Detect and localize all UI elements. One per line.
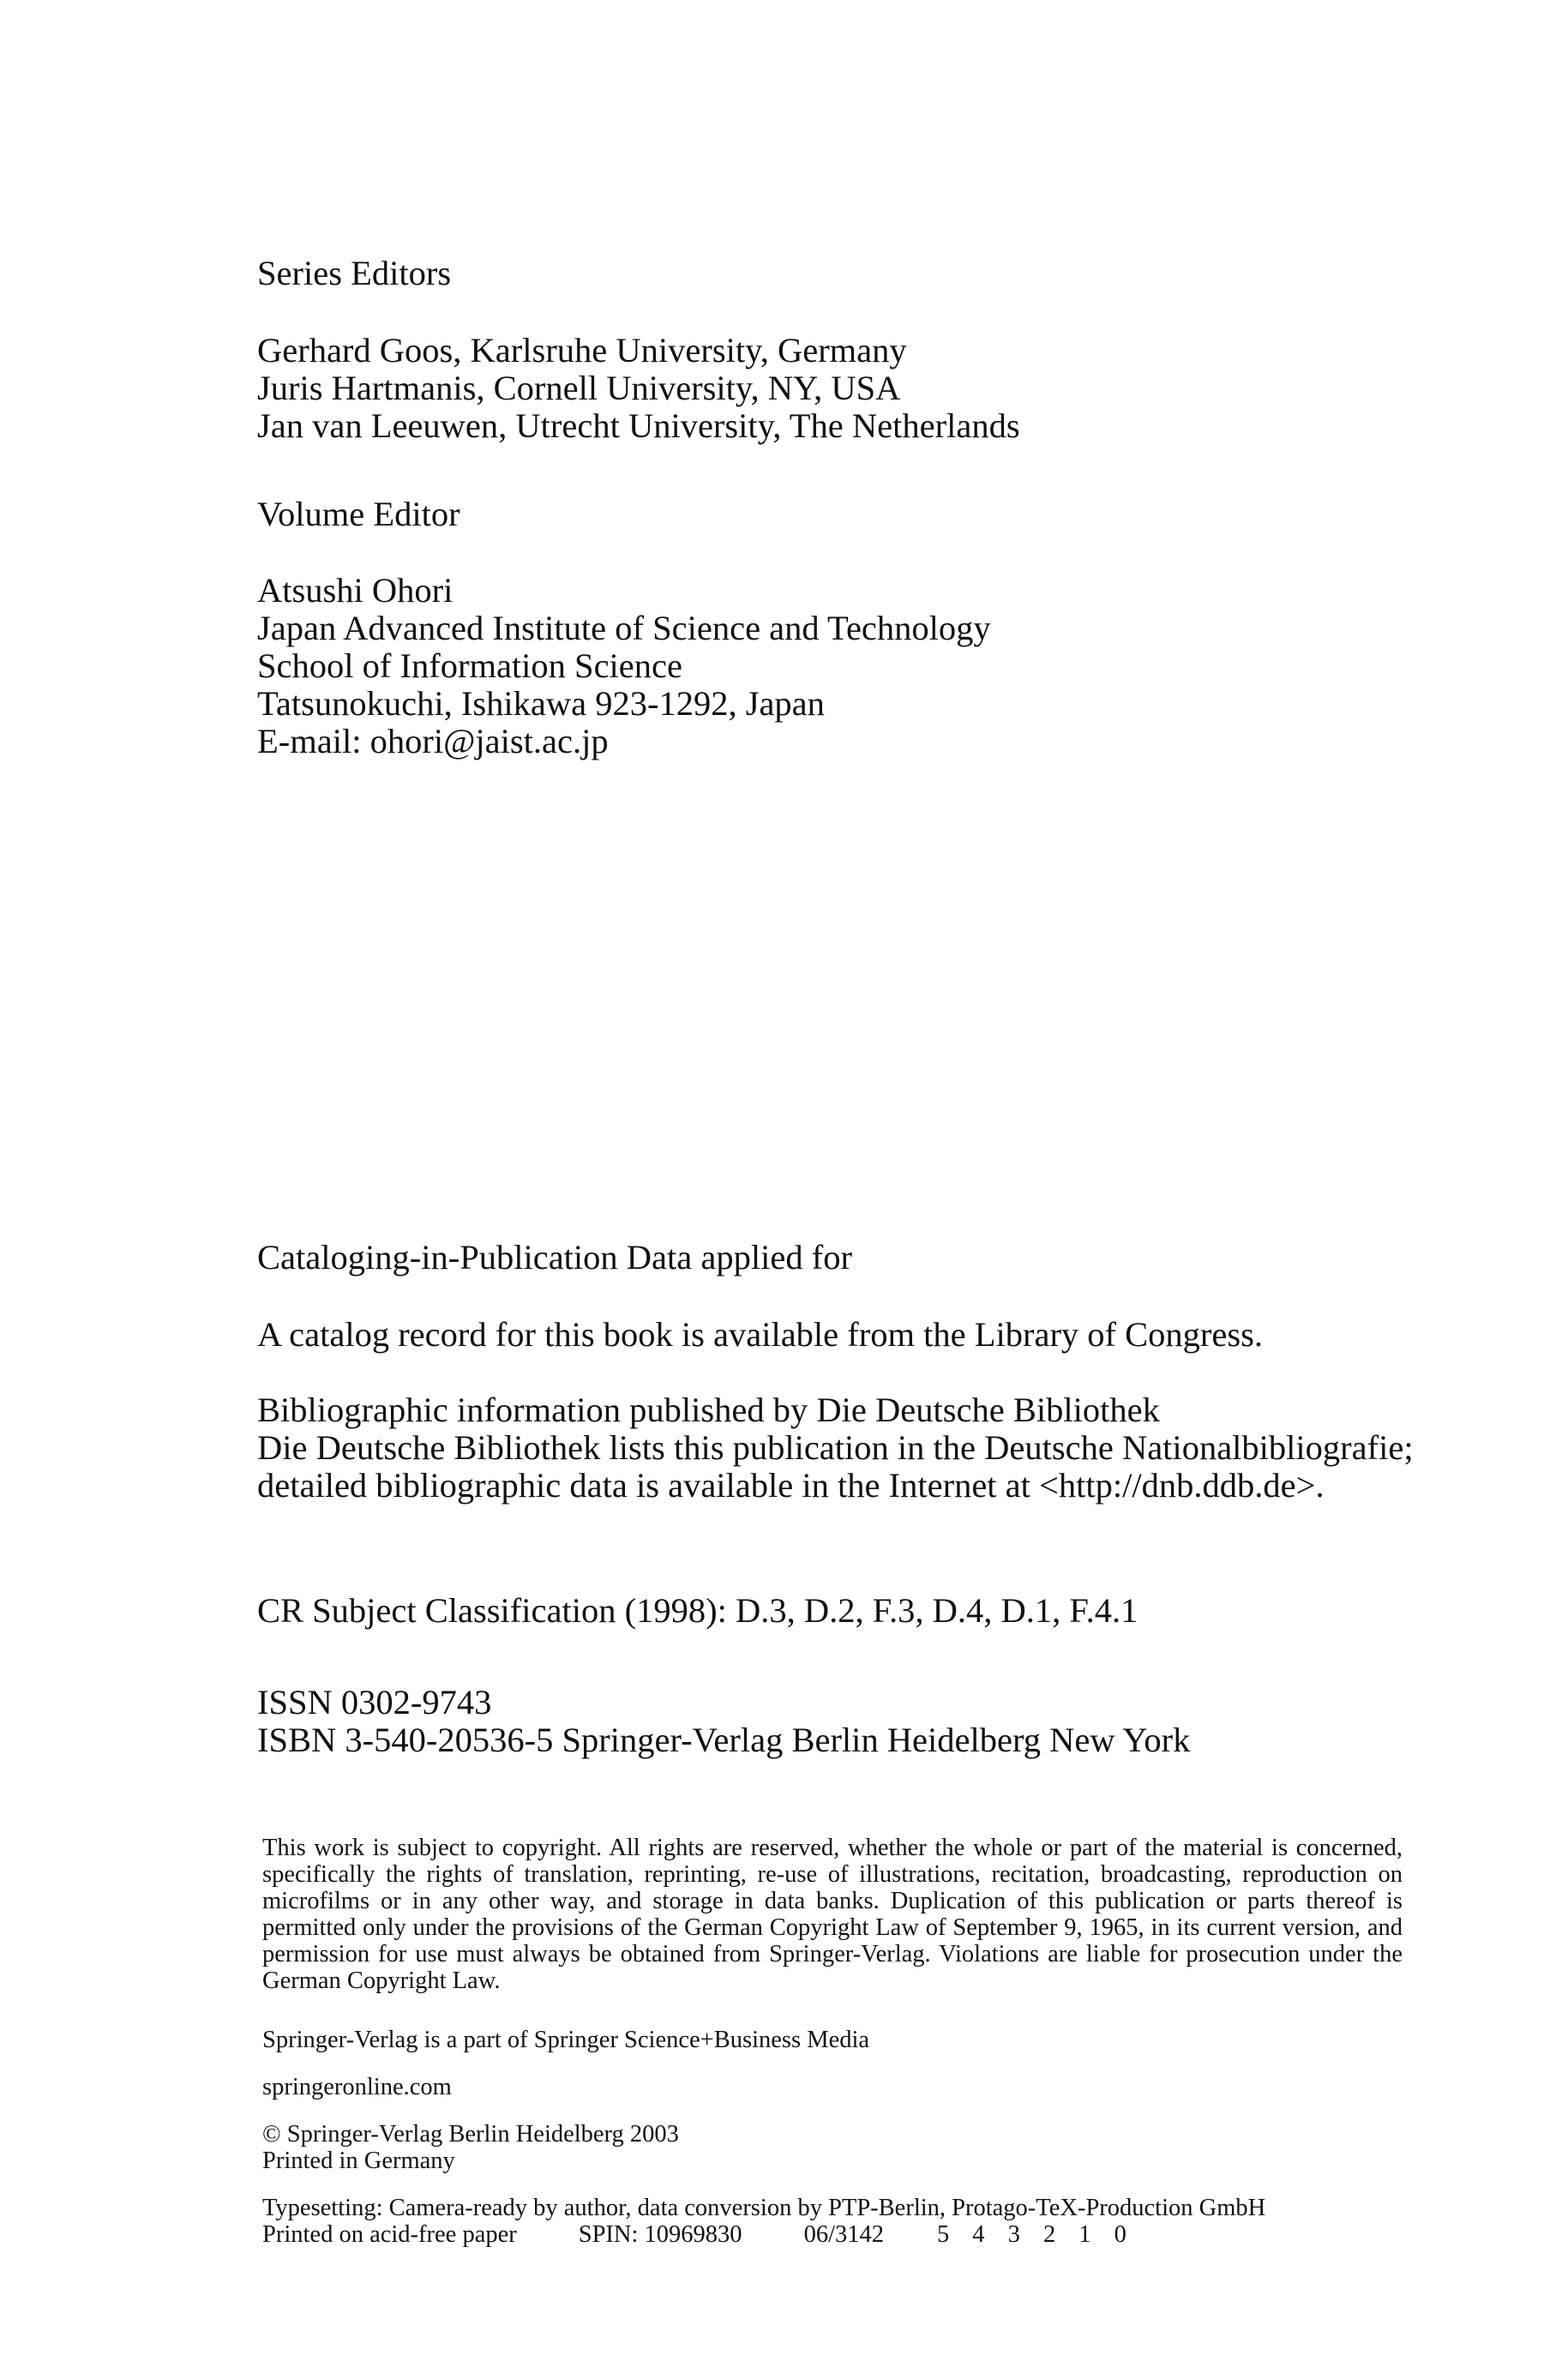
copyright-block	[262, 2121, 679, 2174]
isbn: ISBN 3-540-20536-5 Springer-Verlag Berlin Heidelberg New York	[257, 1721, 1191, 1759]
address-line: Japan Advanced Institute of Science and Technology	[257, 609, 991, 647]
address-line: School of Information Science	[257, 646, 682, 685]
volume-editor-heading: Volume Editor	[257, 495, 460, 533]
identifiers	[257, 1684, 1190, 1759]
spin-number: SPIN: 10969830	[578, 2221, 742, 2248]
dnb-line: Bibliographic information published by Die Deutsche Bibliothek	[257, 1391, 1160, 1429]
printing-sequence: 5 4 3 2 1 0	[936, 2221, 1135, 2248]
issn: ISSN 0302-9743	[257, 1683, 492, 1721]
dnb-line: Die Deutsche Bibliothek lists this publication in the Deutsche Nationalbibliografie;	[257, 1428, 1414, 1467]
copyright-notice: © Springer-Verlag Berlin Heidelberg 2003	[262, 2121, 679, 2148]
volume-editor-name: Atsushi Ohori	[257, 571, 454, 610]
dnb-statement	[257, 1391, 1414, 1505]
paper-note: Printed on acid-free paper	[262, 2221, 517, 2248]
typesetting-note: Typesetting: Camera-ready by author, data conversion by PTP-Berlin, Protago-TeX-Production GmbH	[262, 2195, 1266, 2221]
dnb-line: detailed bibliographic data is available in the Internet at <http://dnb.ddb.de>.	[257, 1466, 1325, 1505]
series-editors-heading: Series Editors	[257, 254, 452, 292]
series-editor: Juris Hartmanis, Cornell University, NY, USA	[257, 369, 901, 407]
part-of-statement: Springer-Verlag is a part of Springer Science+Business Media	[262, 2027, 870, 2053]
cr-classification: CR Subject Classification (1998): D.3, D.2, F.3, D.4, D.1, F.4.1	[257, 1591, 1138, 1630]
cip-statement: Cataloging-in-Publication Data applied for	[257, 1238, 852, 1277]
series-editors-list	[257, 332, 1020, 445]
printed-in: Printed in Germany	[262, 2148, 455, 2174]
print-code: 06/3142	[803, 2221, 884, 2248]
rights-statement: This work is subject to copyright. All rights are reserved, whether the whole or part of the material is concerned, specifically the rights of translation, reprinting, re-use of illustrations, recitation, broadcasting, reproduction on microfilms or in any other way, and storage in data banks. Duplication of this publication or parts thereof is permitted only under the provisions of the German Copyright Law of September 9, 1965, in its current version, and permission for use must always be obtained from Springer-Verlag. Violations are liable for prosecution under the German Copyright Law.	[262, 1835, 1403, 1994]
address-line: Tatsunokuchi, Ishikawa 923-1292, Japan	[257, 684, 825, 723]
email-line: E-mail: ohori@jaist.ac.jp	[257, 722, 609, 760]
series-editor: Jan van Leeuwen, Utrecht University, The Netherlands	[257, 406, 1020, 445]
volume-editor-address	[257, 572, 991, 760]
website: springeronline.com	[262, 2074, 452, 2100]
series-editor: Gerhard Goos, Karlsruhe University, Germany	[257, 331, 907, 369]
loc-statement: A catalog record for this book is available from the Library of Congress.	[257, 1315, 1264, 1354]
production-block	[262, 2195, 1265, 2248]
production-line	[262, 2221, 1265, 2248]
